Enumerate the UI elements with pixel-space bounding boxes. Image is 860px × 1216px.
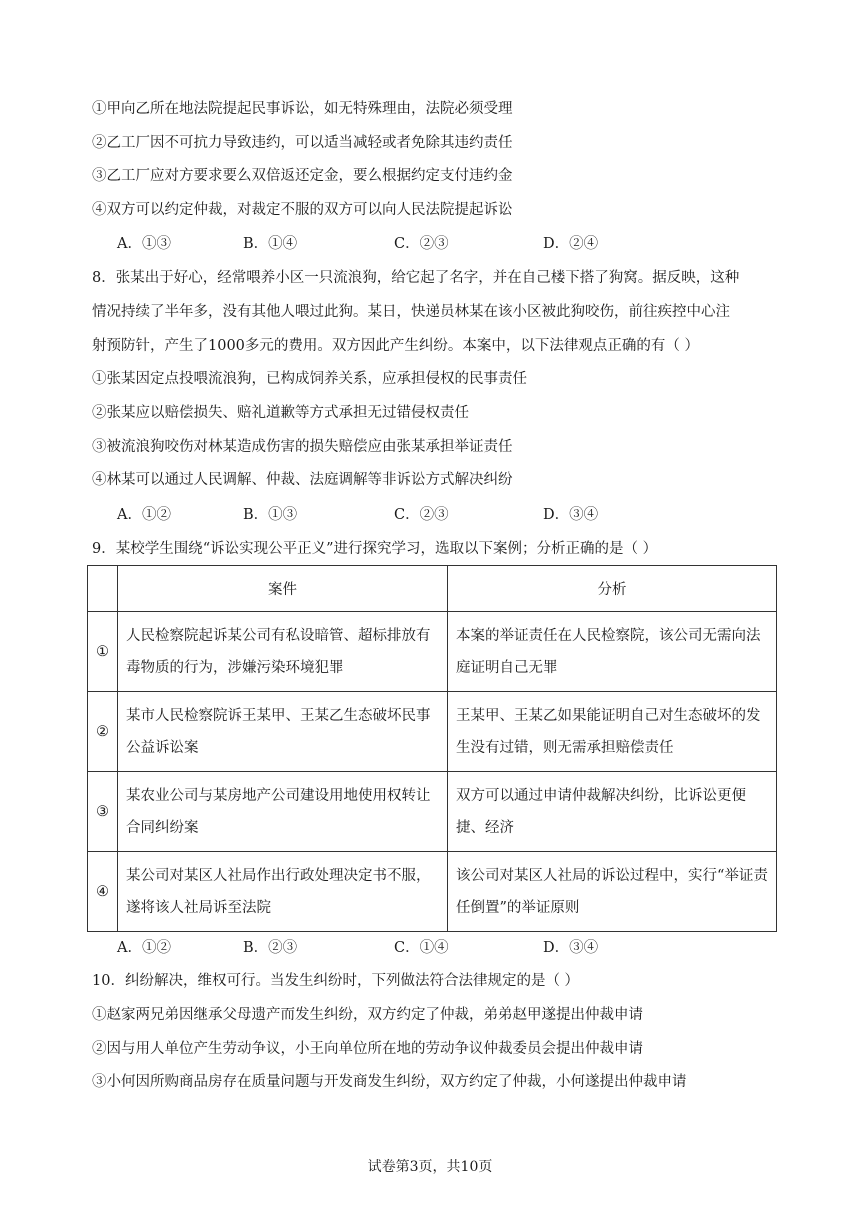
- q9-option-b: B．②③: [243, 940, 298, 956]
- q9-option-a: A．①②: [117, 940, 171, 956]
- row-number: ①: [88, 612, 118, 692]
- table-row: [88, 612, 777, 692]
- row-analysis: 本案的举证责任在人民检察院，该公司无需向法庭证明自己无罪: [448, 612, 777, 692]
- row-analysis: 双方可以通过申请仲裁解决纠纷，比诉讼更便捷、经济: [448, 772, 777, 852]
- q9-option-d: D．③④: [543, 940, 599, 956]
- q10-stem: 10．纠纷解决，维权可行。当发生纠纷时，下列做法符合法律规定的是（ ）: [92, 973, 580, 989]
- q8-statement-1: ①张某因定点投喂流浪狗，已构成饲养关系，应承担侵权的民事责任: [92, 371, 527, 387]
- q8-statement-2: ②张某应以赔偿损失、赔礼道歉等方式承担无过错侵权责任: [92, 405, 469, 421]
- q8-option-b: B．①③: [243, 507, 298, 523]
- row-case: 某市人民检察院诉王某甲、王某乙生态破坏民事公益诉讼案: [118, 692, 448, 772]
- q7-statement-1: ①甲向乙所在地法院提起民事诉讼，如无特殊理由，法院必须受理: [92, 101, 513, 117]
- table-header-row: [88, 566, 777, 612]
- row-case: 人民检察院起诉某公司有私设暗管、超标排放有毒物质的行为，涉嫌污染环境犯罪: [118, 612, 448, 692]
- q7-statement-2: ②乙工厂因不可抗力导致违约，可以适当减轻或者免除其违约责任: [92, 135, 513, 151]
- table-row: [88, 772, 777, 852]
- q7-option-d: D．②④: [543, 236, 599, 252]
- q9-case-table: [87, 565, 777, 932]
- table-row: [88, 692, 777, 772]
- q8-option-d: D．③④: [543, 507, 599, 523]
- q8-option-a: A．①②: [117, 507, 171, 523]
- table-header-num: [88, 566, 118, 612]
- q9-option-c: C．①④: [394, 940, 449, 956]
- q7-statement-4: ④双方可以约定仲裁，对裁定不服的双方可以向人民法院提起诉讼: [92, 202, 513, 218]
- q8-stem-line-3: 射预防针，产生了1000多元的费用。双方因此产生纠纷。本案中，以下法律观点正确的有（ ）: [92, 338, 700, 354]
- q10-statement-1: ①赵家两兄弟因继承父母遗产而发生纠纷，双方约定了仲裁，弟弟赵甲遂提出仲裁申请: [92, 1007, 643, 1023]
- q8-stem-line-2: 情况持续了半年多，没有其他人喂过此狗。某日，快递员林某在该小区被此狗咬伤，前往疾控中心注: [92, 304, 730, 320]
- page-footer: 试卷第3页，共10页: [367, 1159, 493, 1175]
- table-header-case: 案件: [118, 566, 448, 612]
- row-case: 某农业公司与某房地产公司建设用地使用权转让合同纠纷案: [118, 772, 448, 852]
- table-row: [88, 852, 777, 932]
- q8-statement-4: ④林某可以通过人民调解、仲裁、法庭调解等非诉讼方式解决纠纷: [92, 472, 513, 488]
- q10-statement-2: ②因与用人单位产生劳动争议，小王向单位所在地的劳动争议仲裁委员会提出仲裁申请: [92, 1041, 643, 1057]
- q7-option-c: C．②③: [394, 236, 449, 252]
- q10-statement-3: ③小何因所购商品房存在质量问题与开发商发生纠纷，双方约定了仲裁，小何遂提出仲裁申请: [92, 1074, 687, 1090]
- q8-option-c: C．②③: [394, 507, 449, 523]
- q7-option-a: A．①③: [117, 236, 171, 252]
- row-analysis: 王某甲、王某乙如果能证明自己对生态破坏的发生没有过错，则无需承担赔偿责任: [448, 692, 777, 772]
- q7-statement-3: ③乙工厂应对方要求要么双倍返还定金，要么根据约定支付违约金: [92, 168, 513, 184]
- row-analysis: 该公司对某区人社局的诉讼过程中，实行“举证责任倒置”的举证原则: [448, 852, 777, 932]
- row-case: 某公司对某区人社局作出行政处理决定书不服，遂将该人社局诉至法院: [118, 852, 448, 932]
- q9-stem: 9．某校学生围绕“诉讼实现公平正义”进行探究学习，选取以下案例；分析正确的是（ ）: [92, 541, 658, 557]
- row-number: ②: [88, 692, 118, 772]
- row-number: ④: [88, 852, 118, 932]
- table-header-analysis: 分析: [448, 566, 777, 612]
- q8-statement-3: ③被流浪狗咬伤对林某造成伤害的损失赔偿应由张某承担举证责任: [92, 439, 513, 455]
- q8-stem-line-1: 8．张某出于好心，经常喂养小区一只流浪狗，给它起了名字，并在自己楼下搭了狗窝。据反映，这种: [92, 270, 740, 286]
- row-number: ③: [88, 772, 118, 852]
- q7-option-b: B．①④: [243, 236, 298, 252]
